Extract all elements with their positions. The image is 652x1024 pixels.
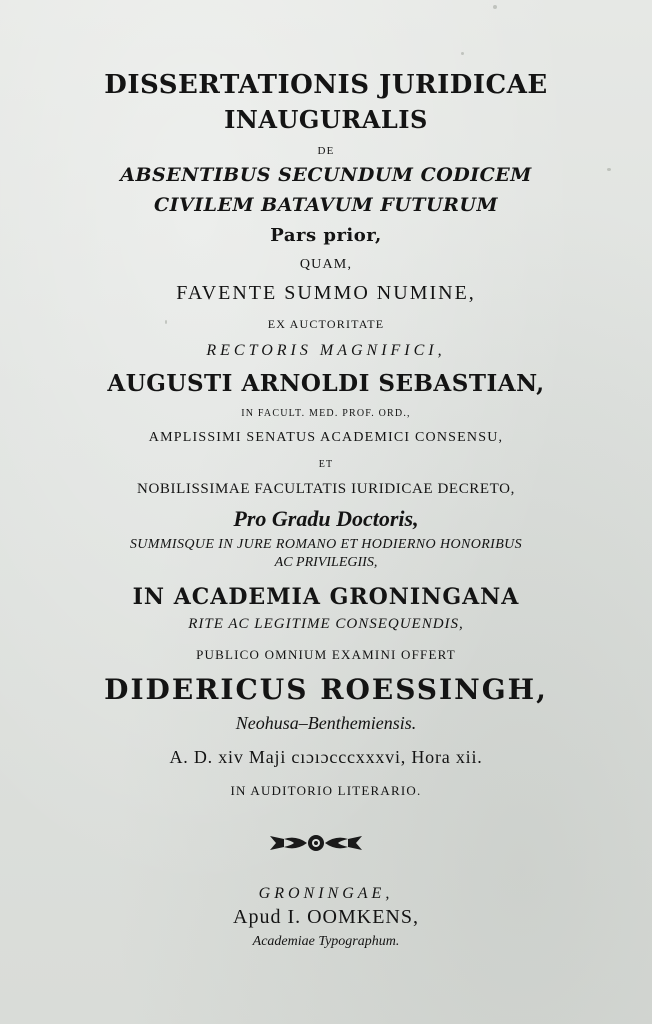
favente-line: FAVENTE SUMMO NUMINE, <box>176 282 476 304</box>
rector-title: IN FACULT. MED. PROF. ORD., <box>241 408 411 419</box>
paper-speck <box>461 52 464 55</box>
title-line-2: INAUGURALIS <box>224 105 428 134</box>
facultatis-line: NOBILISSIMAE FACULTATIS IURIDICAE DECRETO, <box>137 481 515 497</box>
quam-line: QUAM, <box>299 257 353 272</box>
subject-line-1: ABSENTIBUS SECUNDUM CODICEM <box>120 164 532 186</box>
privilegiis-line: AC PRIVILEGIIS, <box>274 555 378 570</box>
title-line-de: DE <box>317 145 335 157</box>
degree-line: Pro Gradu Doctoris, <box>233 506 419 531</box>
floral-ornament-icon <box>266 830 366 856</box>
senatus-line: AMPLISSIMI SENATUS ACADEMICI CONSENSU, <box>148 430 504 445</box>
rector-line: RECTORIS MAGNIFICI, <box>206 342 446 359</box>
examini-line: PUBLICO OMNIUM EXAMINI OFFERT <box>196 647 456 662</box>
et-line: ET <box>318 459 334 470</box>
ex-auctoritate-line: EX AUCTORITATE <box>267 317 385 331</box>
imprint-printer: Apud I. OOMKENS, <box>233 906 419 928</box>
author-name: DIDERICUS ROESSINGH, <box>104 673 548 706</box>
subject-line-2: CIVILEM BATAVUM FUTURUM <box>154 194 498 216</box>
date-line: A. D. xiv Maji cıɔıɔcccxxxvi, Hora xii. <box>169 747 483 767</box>
imprint-city: GRONINGAE, <box>258 885 394 902</box>
title-line-1: DISSERTATIONIS JURIDICAE <box>104 70 548 100</box>
paper-speck <box>493 5 497 9</box>
consequendis-line: RITE AC LEGITIME CONSEQUENDIS, <box>188 616 464 632</box>
honoribus-line: SUMMISQUE IN JURE ROMANO ET HODIERNO HONORIBUS <box>129 537 523 552</box>
pars-prior: Pars prior, <box>270 225 382 246</box>
academia-line: IN ACADEMIA GRONINGANA <box>132 584 520 610</box>
imprint-role: Academiae Typographum. <box>252 934 400 949</box>
rector-name: AUGUSTI ARNOLDI SEBASTIAN, <box>107 370 545 397</box>
author-origin: Neohusa–Benthemiensis. <box>235 713 417 733</box>
auditorio-line: IN AUDITORIO LITERARIO. <box>230 783 422 798</box>
